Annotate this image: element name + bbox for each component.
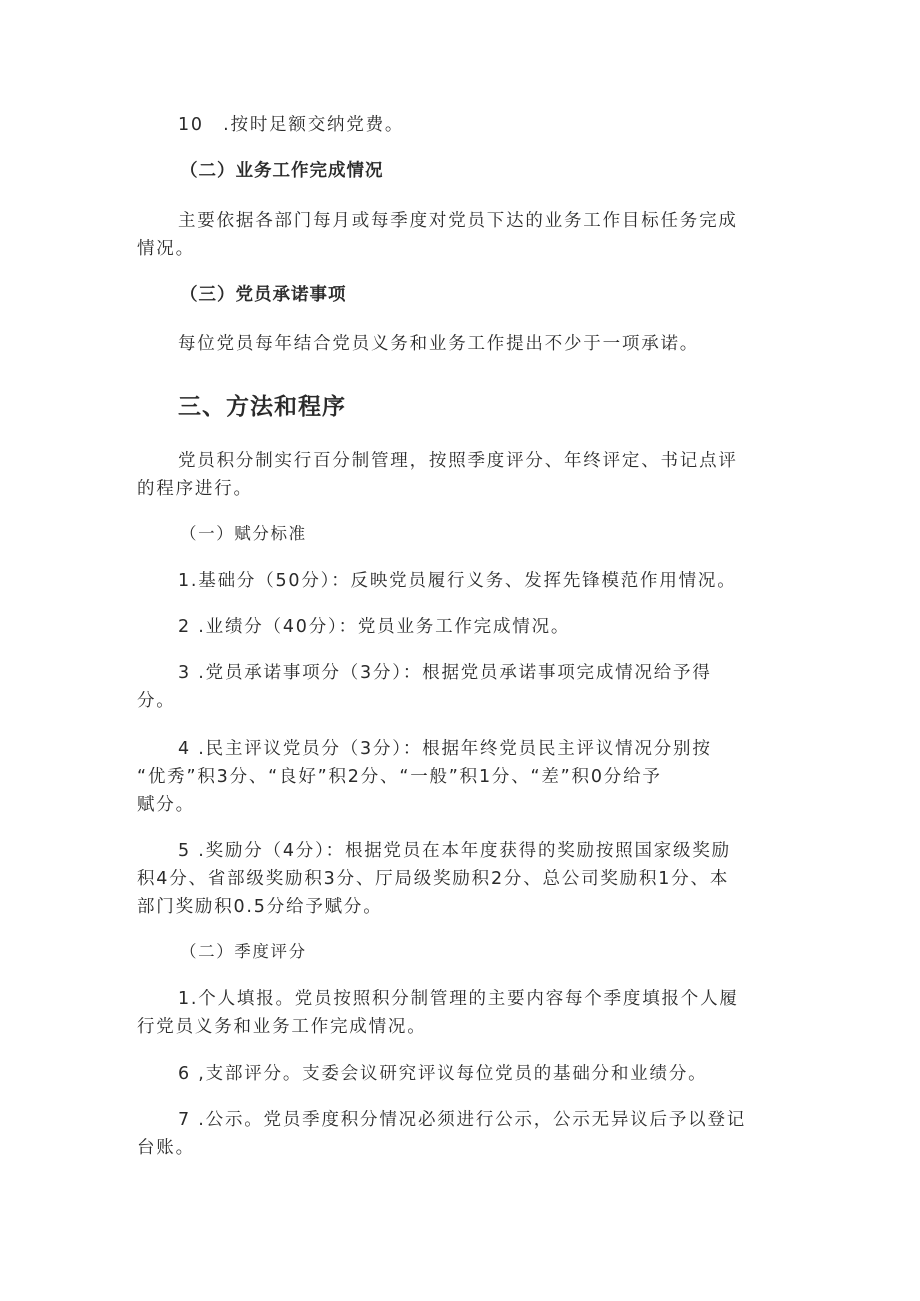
text-line: 6 ,支部评分。支委会议研究评议每位党员的基础分和业绩分。: [178, 1064, 708, 1084]
text-line: 1.基础分（50分）：反映党员履行义务、发挥先锋模范作用情况。: [178, 571, 737, 591]
text-line: 分。: [137, 691, 176, 711]
text-line: 台账。: [137, 1138, 195, 1158]
text-line: 2 .业绩分（40分）：党员业务工作完成情况。: [178, 617, 571, 637]
text-line: 每位党员每年结合党员义务和业务工作提出不少于一项承诺。: [178, 334, 700, 354]
sub-heading: （二）季度评分: [180, 942, 307, 961]
text-line: 3 .党员承诺事项分（3分）：根据党员承诺事项完成情况给予得: [178, 663, 712, 683]
text-line: 部门奖励积0.5分给予赋分。: [137, 897, 383, 917]
text-line: 主要依据各部门每月或每季度对党员下达的业务工作目标任务完成: [178, 211, 738, 231]
text-line: 10 .按时足额交纳党费。: [178, 115, 405, 135]
text-line: 行党员义务和业务工作完成情况。: [137, 1017, 427, 1037]
text-line: 7 .公示。党员季度积分情况必须进行公示，公示无异议后予以登记: [178, 1110, 747, 1130]
text-line: 赋分。: [137, 795, 195, 815]
text-line: 1.个人填报。党员按照积分制管理的主要内容每个季度填报个人履: [178, 989, 739, 1009]
section-heading: （三）党员承诺事项: [180, 285, 347, 305]
text-line: 5 .奖励分（4分）：根据党员在本年度获得的奖励按照国家级奖励: [178, 841, 731, 861]
chapter-heading: 三、方法和程序: [178, 394, 346, 420]
text-line: 情况。: [137, 239, 195, 259]
text-line: 的程序进行。: [137, 479, 253, 499]
sub-heading: （一）赋分标准: [180, 524, 307, 543]
text-line: 4 .民主评议党员分（3分）：根据年终党员民主评议情况分别按: [178, 739, 712, 759]
text-line: 党员积分制实行百分制管理，按照季度评分、年终评定、书记点评: [178, 451, 738, 471]
text-line: “优秀”积3分、“良好”积2分、“一般”积1分、“差”积0分给予: [137, 767, 662, 787]
section-heading: （二）业务工作完成情况: [180, 161, 384, 181]
text-line: 积4分、省部级奖励积3分、厅局级奖励积2分、总公司奖励积1分、本: [137, 869, 730, 889]
